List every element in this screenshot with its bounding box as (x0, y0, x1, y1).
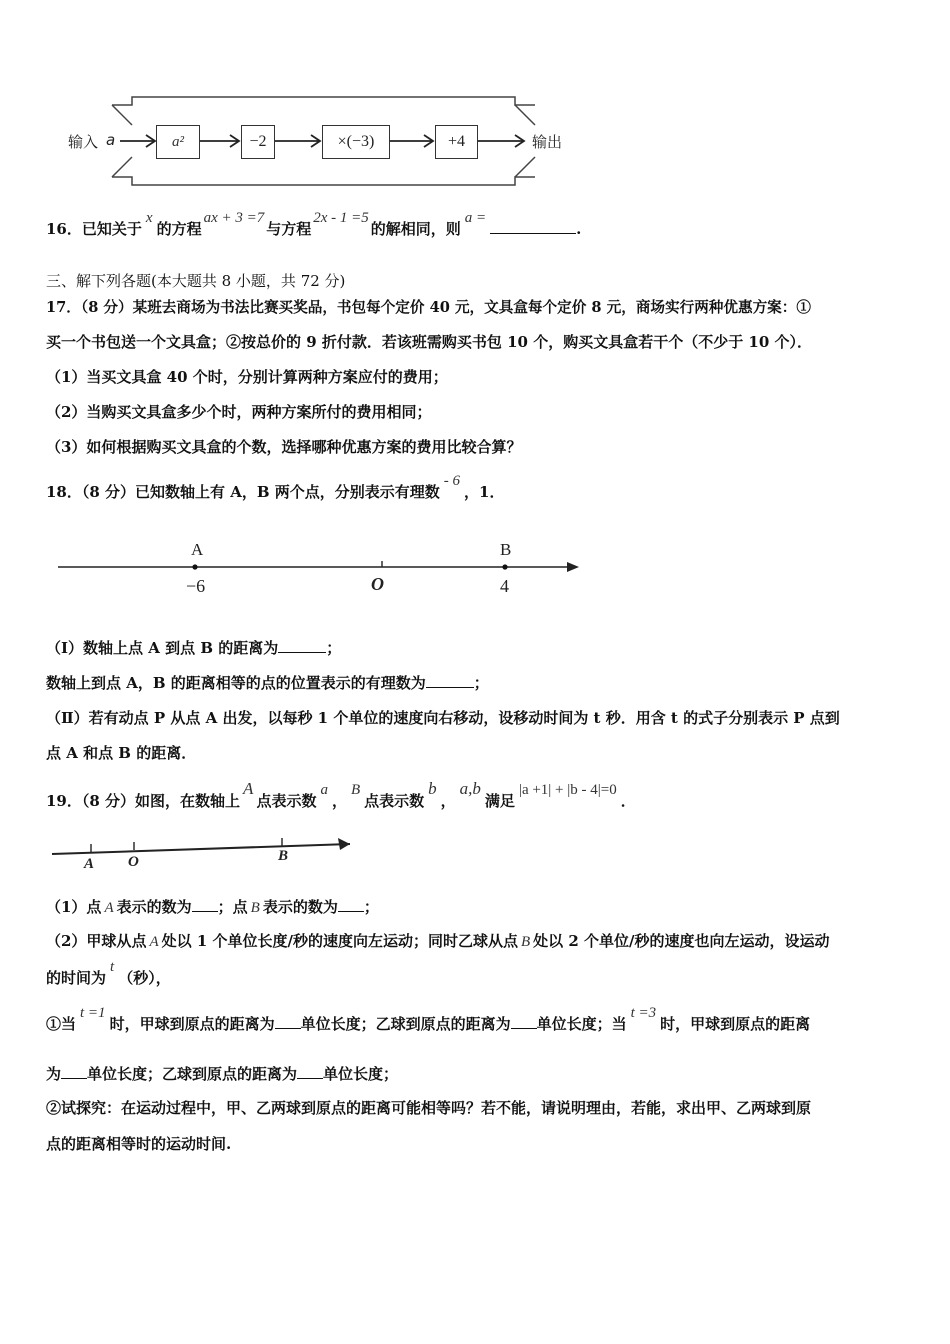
q17-line1: 17．（8 分）某班去商场为书法比赛买奖品，书包每个定价 40 元，文具盒每个定价 8 元，商场实行两种优惠方案：① (46, 299, 811, 316)
q16-eq2: 2x - 1 =5 (313, 210, 369, 226)
q18-value: - 6 (443, 473, 461, 489)
q18-label-a: A (191, 540, 204, 559)
q16-line: 16．已知关于x的方程ax + 3 =7与方程2x - 1 =5的解相同，则a =. (46, 210, 582, 238)
q19-label-o: O (128, 854, 139, 870)
q18-num-o: O (371, 574, 384, 594)
flowchart-box-plus-four: +4 (435, 125, 478, 159)
flowchart-output-label: 输出 (532, 133, 563, 151)
q18-num-a: −6 (186, 576, 206, 596)
q18-label-b: B (500, 540, 512, 559)
flowchart-frame (60, 95, 575, 187)
q16-answer-blank (490, 233, 576, 234)
q19-case1-line1: ①当t =1时，甲球到原点的距离为 单位长度；乙球到原点的距离为 单位长度；当t =3时，甲球到原点的距离 (46, 1005, 811, 1033)
flowchart-box-square: a² (156, 125, 200, 159)
q19-blank-yi-t3 (297, 1078, 323, 1079)
q18-number-line (55, 540, 585, 600)
q19-blank-a (192, 911, 218, 912)
q18-line: 18．（8 分）已知数轴上有 A，B 两个点，分别表示有理数- 6，1． (46, 473, 505, 501)
q18-part2-line2: 点 A 和点 B 的距离． (46, 744, 197, 762)
q19-label-b: B (278, 848, 289, 864)
q16-var-x: x (145, 210, 153, 226)
q19-number-line-axis (50, 830, 370, 875)
q19-sub2-line1: （2）甲球从点 A 处以 1 个单位长度/秒的速度向左运动；同时乙球从点 B 处以 2 个单位/秒的速度也向左运动，设运动 (46, 932, 830, 950)
q19-case1-line2: 为 单位长度；乙球到原点的距离为 单位长度； (46, 1065, 399, 1083)
section3-title: 三、解下列各题(本大题共 8 小题，共 72 分) (46, 272, 346, 290)
q18-part1-line2: 数轴上到点 A，B 的距离相等的点的位置表示的有理数为 ； (46, 674, 489, 692)
q16-var-a: a = (464, 210, 487, 226)
flowchart-box-times-neg-three: ×(−3) (322, 125, 390, 159)
flowchart-input-label: 输入 (68, 133, 99, 151)
q19-case2-line2: 点的距离相等时的运动时间. (46, 1135, 232, 1153)
q18-blank-distance (278, 652, 326, 653)
q19-label-a: A (84, 856, 95, 872)
flowchart-box-minus-two: −2 (241, 125, 275, 159)
q19-sub1: （1）点 A 表示的数为 ；点 B 表示的数为 ； (46, 898, 379, 916)
q18-part2-line1: （Ⅱ）若有动点 P 从点 A 出发，以每秒 1 个单位的速度向右移动，设移动时间为 t 秒．用含 t 的式子分别表示 P 点到 (46, 709, 840, 727)
q19-case2-line1: ②试探究：在运动过程中，甲、乙两球到原点的距离可能相等吗？若不能，请说明理由，若能，求出甲、乙两球到原 (46, 1099, 812, 1117)
q18-blank-midpoint (426, 687, 474, 688)
q19-sub2-line2: 的时间为t（秒）， (46, 959, 171, 987)
flowchart (60, 95, 575, 187)
q16-eq1: ax + 3 =7 (203, 210, 265, 226)
q18-part1-line1: （Ⅰ）数轴上点 A 到点 B 的距离为 ； (46, 639, 342, 657)
q17-line2: 买一个书包送一个文具盒；②按总价的 9 折付款．若该班需购买书包 10 个，购买文具盒若干个（不少于 10 个）． (46, 333, 813, 351)
q17-sub3: （3）如何根据购买文具盒的个数，选择哪种优惠方案的费用比较合算？ (46, 438, 522, 456)
q17-sub2: （2）当购买文具盒多少个时，两种方案所付的费用相同； (46, 403, 432, 421)
q18-num-b: 4 (500, 576, 509, 596)
q19-blank-b (338, 911, 364, 912)
flowchart-input-var: a (106, 131, 116, 149)
q19-number-line (50, 830, 370, 875)
q19-line: 19．（8 分）如图，在数轴上A点表示数a，B点表示数b，a,b满足|a +1| + |b - 4|=0． (46, 779, 636, 810)
q17-sub1: （1）当买文具盒 40 个时，分别计算两种方案应付的费用； (46, 368, 448, 386)
q19-blank-jia-t3 (61, 1078, 87, 1079)
q19-blank-jia-t1 (275, 1028, 301, 1029)
q19-blank-yi-t1 (511, 1028, 537, 1029)
